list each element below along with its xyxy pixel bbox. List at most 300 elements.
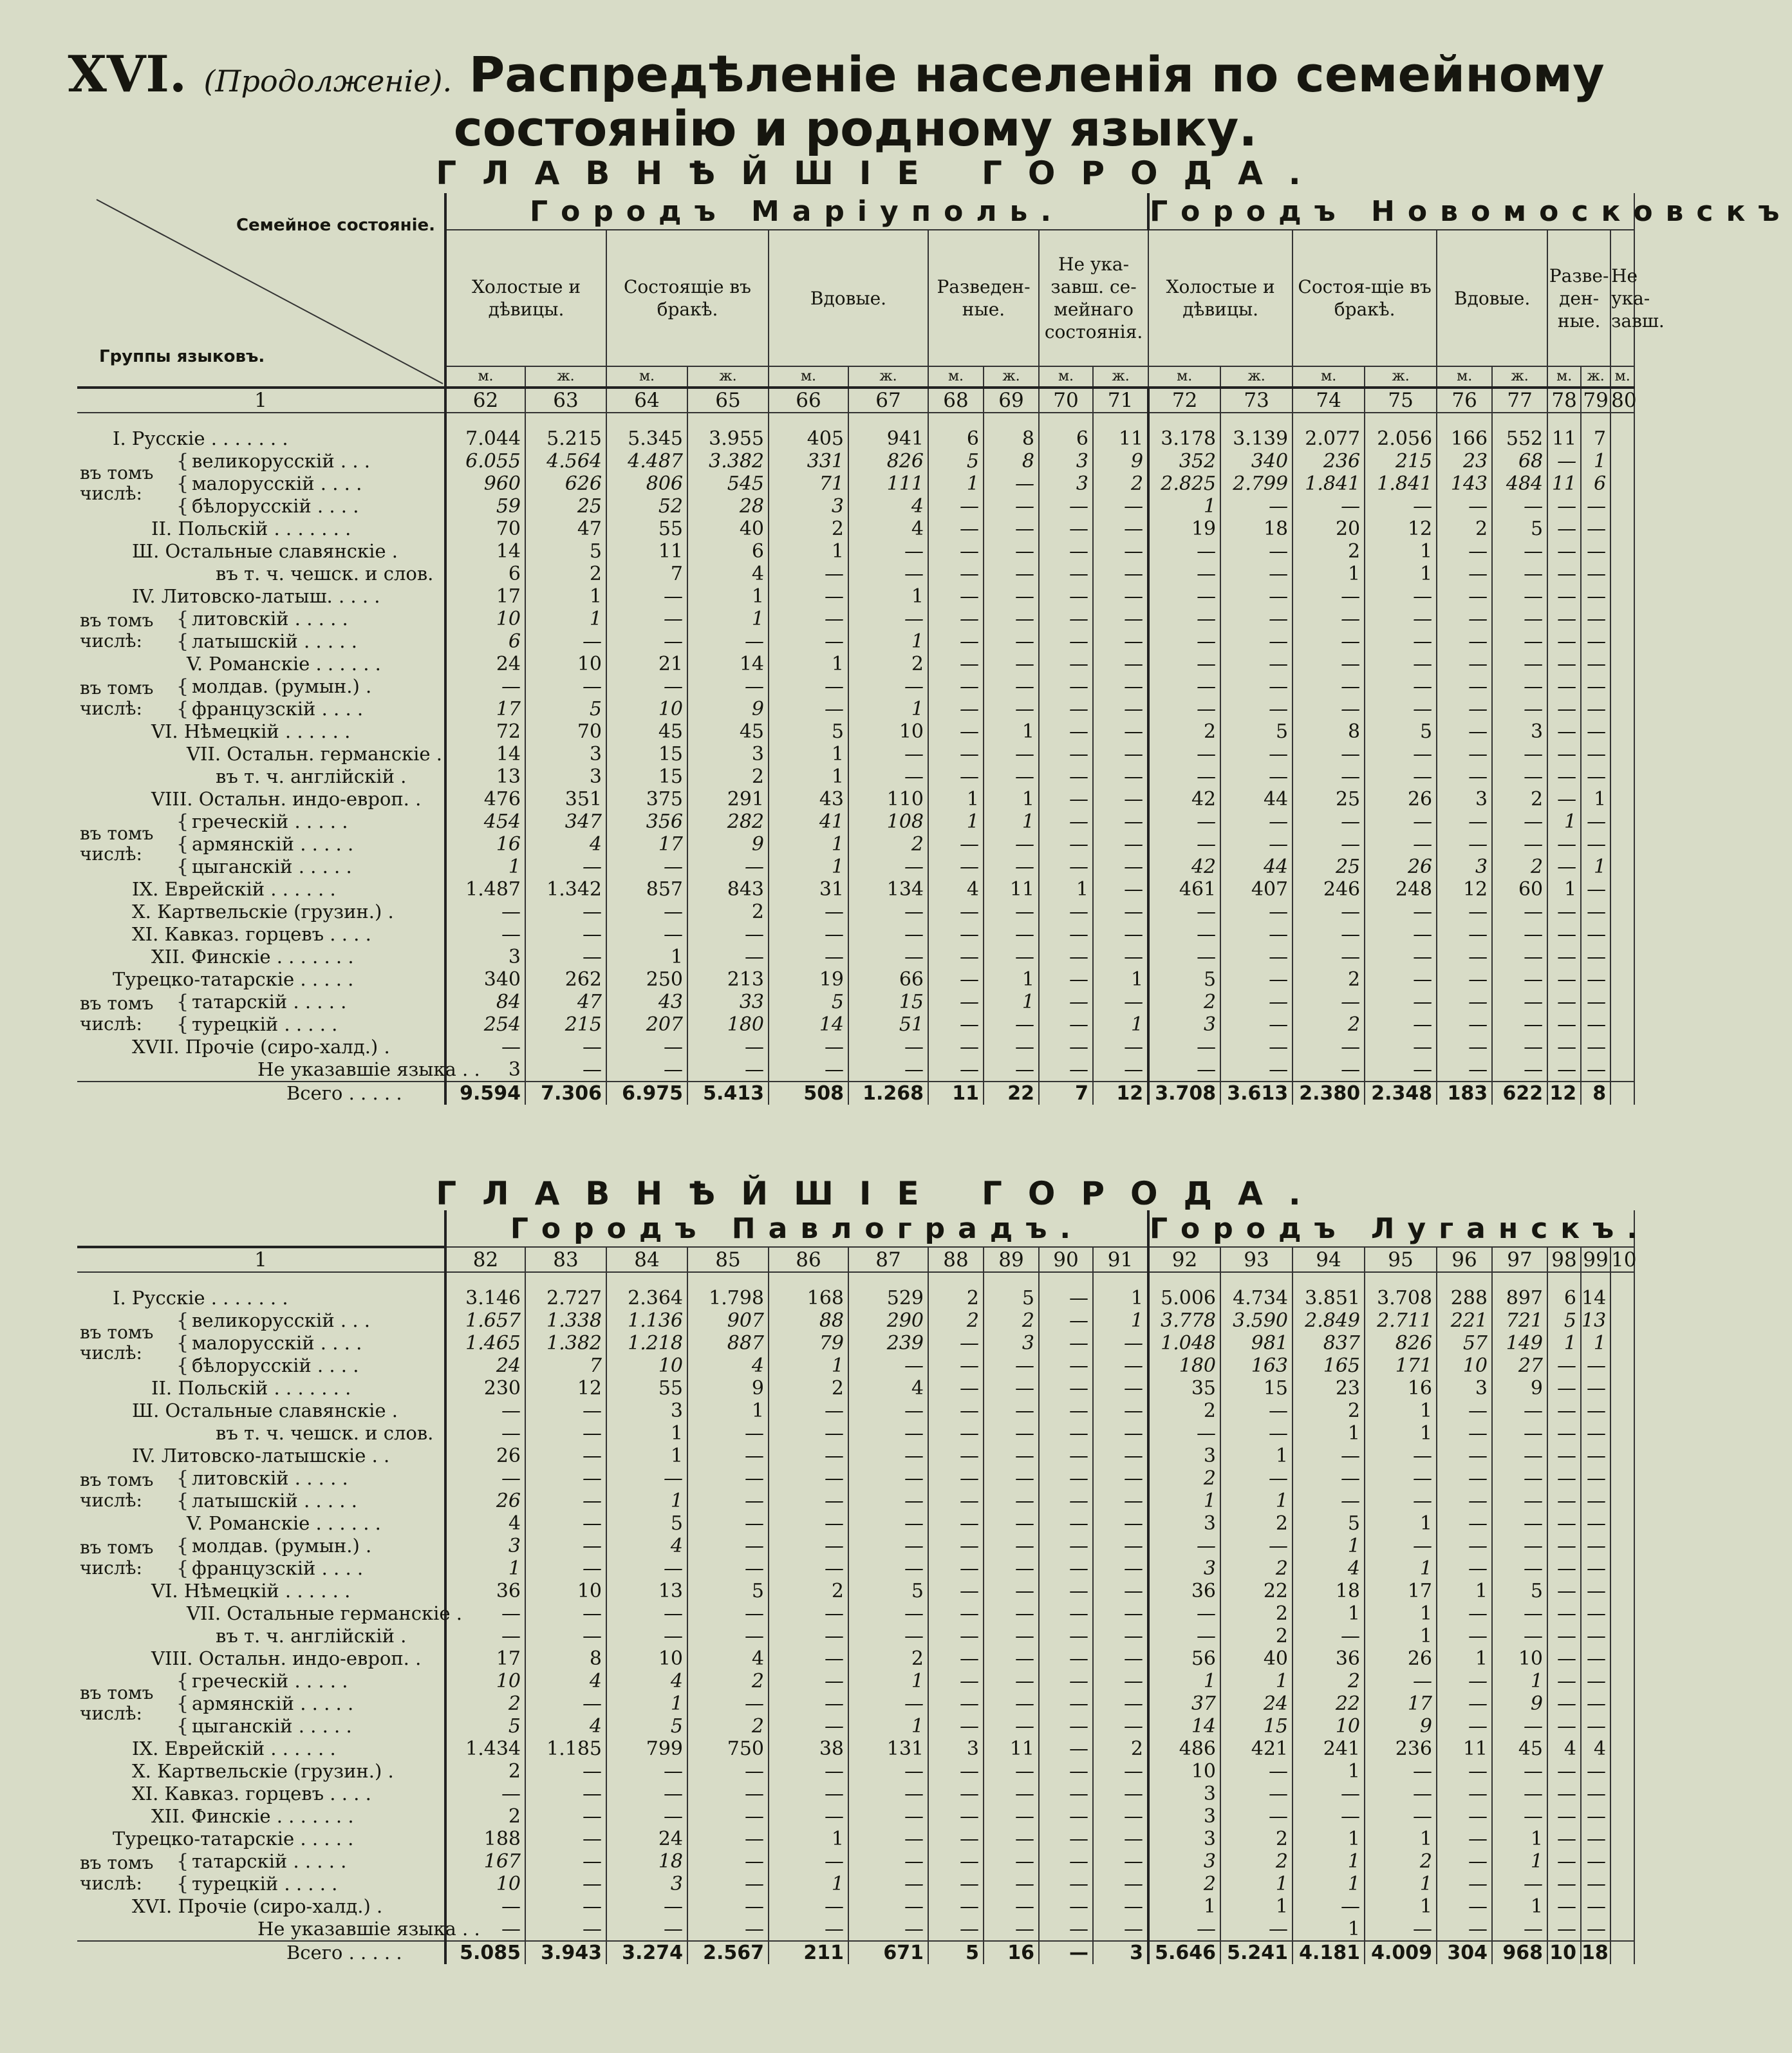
table-cell: — (687, 1850, 769, 1873)
table-cell: — (984, 856, 1039, 878)
table-cell: 1 (1547, 811, 1581, 833)
table-cell: — (1365, 765, 1437, 788)
table-cell: — (1365, 1445, 1437, 1467)
table-cell: — (606, 608, 687, 630)
table-cell: 143 (1437, 473, 1492, 495)
city-name-b: Городъ Луганскъ. (1148, 1210, 1634, 1247)
spacer (445, 413, 525, 427)
table-cell: 2.364 (606, 1287, 687, 1309)
table-cell: 407 (1220, 878, 1293, 901)
table-cell: — (848, 1490, 928, 1512)
table-cell: — (769, 698, 848, 720)
spacer (928, 413, 984, 427)
table-cell: — (984, 1670, 1039, 1692)
spacer (1610, 1272, 1634, 1287)
section-heading-1: ГЛАВНѢЙШІЕ ГОРОДА. (436, 155, 1327, 192)
table-cell: — (1547, 1625, 1581, 1647)
table-cell: — (445, 1918, 525, 1941)
table-cell: — (1581, 1058, 1610, 1082)
table-cell: 23 (1293, 1377, 1365, 1400)
table-cell: 33 (687, 991, 769, 1013)
table-cell: — (1039, 1805, 1093, 1828)
table-cell: 291 (687, 788, 769, 811)
table-cell: 1 (525, 585, 606, 608)
table-cell: — (1039, 923, 1093, 946)
category-header: Вдовые. (769, 230, 928, 366)
table-cell: 2 (687, 901, 769, 923)
table-cell: 3.778 (1148, 1309, 1220, 1332)
table-cell: — (1220, 923, 1293, 946)
table-cell: — (606, 675, 687, 698)
table-cell: 26 (445, 1445, 525, 1467)
table-cell: — (1093, 1805, 1148, 1828)
table-cell: — (525, 1058, 606, 1082)
table-cell: 2 (1365, 1850, 1437, 1873)
spacer (525, 413, 606, 427)
table-cell: — (928, 1625, 984, 1647)
table-cell: — (1093, 630, 1148, 653)
column-number: 97 (1492, 1247, 1547, 1272)
table-cell: — (848, 923, 928, 946)
table-cell: — (1581, 563, 1610, 585)
row-label-text: XII. Финскіе . . . . . . . (151, 946, 354, 968)
table-cell: — (687, 675, 769, 698)
table-cell: — (928, 720, 984, 743)
row-label-text: въ т. ч. англійскій . (216, 765, 407, 787)
table-cell: — (525, 675, 606, 698)
row-label (77, 968, 445, 991)
spacer (606, 413, 687, 427)
table-cell: — (984, 1692, 1039, 1715)
table-cell: 1 (1293, 1828, 1365, 1850)
spacer (1492, 413, 1547, 427)
table-cell: 2 (1148, 991, 1220, 1013)
table-cell: — (525, 946, 606, 968)
table-cell: — (606, 1625, 687, 1647)
table-cell: — (984, 946, 1039, 968)
table-cell: 1 (1365, 1422, 1437, 1445)
table-cell: — (1437, 1512, 1492, 1535)
table-cell: 1.465 (445, 1332, 525, 1355)
table-cell: — (1547, 1918, 1581, 1941)
table-cell: — (769, 608, 848, 630)
table-cell: 1 (1581, 1332, 1610, 1355)
table-cell: 5 (1365, 720, 1437, 743)
table-cell: — (1148, 1625, 1220, 1647)
row-label (77, 1580, 445, 1602)
table-cell: 4 (848, 495, 928, 518)
table-cell: 2 (445, 1692, 525, 1715)
table-cell: — (848, 1058, 928, 1082)
table-cell: 1.185 (525, 1738, 606, 1760)
spacer (445, 1272, 525, 1287)
row-label (77, 1625, 445, 1647)
table-cell: 236 (1293, 450, 1365, 473)
column-number: 10 (1611, 1248, 1637, 1271)
table-cell: — (769, 675, 848, 698)
table-cell: — (928, 1647, 984, 1670)
table-cell: 248 (1365, 878, 1437, 901)
brace-glyph: { (176, 1535, 189, 1557)
table-cell: — (1581, 923, 1610, 946)
table-cell: — (769, 563, 848, 585)
table-cell (1610, 878, 1634, 901)
table-cell: 1 (1220, 1895, 1293, 1918)
table-cell: 3 (1492, 720, 1547, 743)
table-cell: — (928, 1692, 984, 1715)
table-cell: — (848, 1760, 928, 1783)
table-cell: 5 (928, 1941, 984, 1964)
table-cell: — (1039, 1036, 1093, 1058)
table-cell: 1 (1093, 1013, 1148, 1036)
table-cell: 626 (525, 473, 606, 495)
table-cell: 1 (1365, 1557, 1437, 1580)
table-cell: — (445, 1400, 525, 1422)
table-cell (1610, 743, 1634, 765)
table-cell: — (1581, 878, 1610, 901)
table-cell: 36 (1293, 1647, 1365, 1670)
table-cell: — (928, 1058, 984, 1082)
table-cell: 254 (445, 1013, 525, 1036)
spacer (1293, 1272, 1365, 1287)
table-cell: 2 (1293, 1400, 1365, 1422)
table-cell: 3 (1148, 1850, 1220, 1873)
table-cell: 9 (1492, 1377, 1547, 1400)
table-cell: — (1437, 1422, 1492, 1445)
table-cell: 4 (1581, 1738, 1610, 1760)
table-cell (1610, 1760, 1634, 1783)
table-row (77, 1557, 1634, 1580)
table-cell: 10 (1437, 1355, 1492, 1377)
spacer (1437, 413, 1492, 427)
table-cell: — (1039, 1873, 1093, 1895)
category-header: Холостые и дѣвицы. (1148, 230, 1293, 366)
table-cell: — (984, 653, 1039, 675)
table-cell: 1 (606, 1692, 687, 1715)
table-cell: 3 (1148, 1013, 1220, 1036)
table-cell: — (1437, 991, 1492, 1013)
row-label-text: I. Русскіе . . . . . . . (113, 427, 288, 449)
table-cell: — (1220, 1467, 1293, 1490)
table-cell: — (1437, 1873, 1492, 1895)
table-cell: — (769, 1647, 848, 1670)
table-cell: — (848, 1625, 928, 1647)
table-cell: — (1365, 946, 1437, 968)
table-cell: 11 (984, 878, 1039, 901)
table-row (77, 1850, 1634, 1873)
table-cell: — (848, 1873, 928, 1895)
table-cell: — (1039, 765, 1093, 788)
table-row (77, 946, 1634, 968)
table-cell: — (928, 1715, 984, 1738)
table-cell: 2 (1492, 788, 1547, 811)
table-cell: 6 (445, 563, 525, 585)
table-cell: 5.006 (1148, 1287, 1220, 1309)
row-label (77, 1557, 445, 1580)
row-label-text: малорусскій . . . . (192, 473, 362, 494)
table-cell (1610, 495, 1634, 518)
table-cell: 843 (687, 878, 769, 901)
table-cell: 1 (1547, 1332, 1581, 1355)
table-cell: — (1547, 720, 1581, 743)
group-word-2: числѣ: (80, 1013, 142, 1035)
table-cell: 331 (769, 450, 848, 473)
column-number: 63 (525, 388, 606, 413)
table-cell: 968 (1492, 1941, 1547, 1964)
table-cell: — (1581, 518, 1610, 540)
table-row (77, 1715, 1634, 1738)
row-label-text: цыганскій . . . . . (192, 856, 352, 877)
table-cell: 16 (445, 833, 525, 856)
table-cell: 1 (1293, 1850, 1365, 1873)
city-name-b: Городъ Новомосковскъ (1148, 193, 1634, 230)
table-cell (1610, 1850, 1634, 1873)
table-cell: 3.851 (1293, 1287, 1365, 1309)
column-number: 95 (1365, 1247, 1437, 1272)
table-cell: — (606, 585, 687, 608)
table-cell: — (984, 765, 1039, 788)
table-cell: — (928, 675, 984, 698)
table-cell: — (1547, 1467, 1581, 1490)
table-cell: — (1093, 833, 1148, 856)
table-cell: — (1220, 1783, 1293, 1805)
table-cell: 2 (445, 1760, 525, 1783)
table-cell: 3 (525, 743, 606, 765)
row-label-text: I. Русскіе . . . . . . . (113, 1287, 288, 1309)
table-cell: 22 (984, 1082, 1039, 1105)
table-cell: — (769, 1445, 848, 1467)
table-cell: 2.711 (1365, 1309, 1437, 1332)
table-cell: — (1293, 743, 1365, 765)
category-header: Не ука-завш. (1610, 230, 1634, 366)
table-cell: 4 (445, 1512, 525, 1535)
table-cell: — (928, 1805, 984, 1828)
table-cell: — (1581, 1692, 1610, 1715)
table-cell: — (1093, 1670, 1148, 1692)
table-cell: 1 (848, 698, 928, 720)
sex-subheader: м. (769, 366, 848, 388)
table-cell: — (848, 1557, 928, 1580)
table-cell: 5 (445, 1715, 525, 1738)
table-row (77, 1670, 1634, 1692)
table-cell: — (1437, 630, 1492, 653)
table-cell: — (1039, 1692, 1093, 1715)
table-cell: — (848, 608, 928, 630)
column-number: 80 (1611, 389, 1637, 412)
table-cell (1610, 1013, 1634, 1036)
table-cell: — (1581, 495, 1610, 518)
table-cell: 10 (525, 1580, 606, 1602)
table-cell: 981 (1220, 1332, 1293, 1355)
table-cell: 3 (445, 1535, 525, 1557)
table-cell: — (1492, 585, 1547, 608)
table-cell: 3 (445, 1058, 525, 1082)
table-cell: 44 (1220, 856, 1293, 878)
table-cell: — (1492, 563, 1547, 585)
table-row (77, 1422, 1634, 1445)
row-label-text: XII. Финскіе . . . . . . . (151, 1805, 354, 1827)
table-cell: 17 (445, 1647, 525, 1670)
table-cell: — (984, 540, 1039, 563)
sex-subheader: м. (928, 366, 984, 388)
table-cell (1610, 1670, 1634, 1692)
row-label (77, 1512, 445, 1535)
table-cell: 1.048 (1148, 1332, 1220, 1355)
table-cell: — (928, 1760, 984, 1783)
table-cell: — (1365, 1918, 1437, 1941)
table-cell: — (928, 991, 984, 1013)
table-cell: — (1039, 1309, 1093, 1332)
table-cell: — (928, 1512, 984, 1535)
table-cell: — (848, 563, 928, 585)
table-cell: — (1039, 1490, 1093, 1512)
table-cell: 41 (769, 811, 848, 833)
table-cell: 3 (769, 495, 848, 518)
row-label-text: въ т. ч. чешск. и слов. (216, 1422, 434, 1444)
table-cell (1610, 473, 1634, 495)
table-cell: — (1547, 518, 1581, 540)
sex-subheader: м. (1547, 366, 1581, 388)
table-cell: — (1365, 1036, 1437, 1058)
table-cell: — (1547, 991, 1581, 1013)
spacer (606, 1272, 687, 1287)
table-cell: — (687, 946, 769, 968)
table-cell: — (1365, 585, 1437, 608)
table-cell: 1 (984, 788, 1039, 811)
table-cell: — (928, 1918, 984, 1941)
table-cell: — (1293, 630, 1365, 653)
table-cell: — (687, 1512, 769, 1535)
table-cell: 1 (848, 1715, 928, 1738)
table-row (77, 1580, 1634, 1602)
table-cell: — (1220, 698, 1293, 720)
table-cell: — (1547, 968, 1581, 991)
table-cell: — (769, 1715, 848, 1738)
table-cell: 288 (1437, 1287, 1492, 1309)
table-cell: — (1492, 1490, 1547, 1512)
table-cell: 1.218 (606, 1332, 687, 1355)
table-cell: 5 (1148, 968, 1220, 991)
table-cell: — (1437, 1850, 1492, 1873)
table-row (77, 901, 1634, 923)
row-label (77, 1400, 445, 1422)
table-row (77, 1783, 1634, 1805)
table-cell: — (445, 1422, 525, 1445)
table-cell: — (1547, 1422, 1581, 1445)
table-cell: — (1220, 495, 1293, 518)
table-cell: — (984, 1490, 1039, 1512)
table-cell: 1.841 (1293, 473, 1365, 495)
table-cell: — (1365, 743, 1437, 765)
table-cell: — (1039, 563, 1093, 585)
table-cell: 166 (1437, 427, 1492, 450)
table-cell: — (984, 608, 1039, 630)
table-cell: — (984, 1647, 1039, 1670)
table-cell: — (1365, 901, 1437, 923)
table-cell: — (1039, 1013, 1093, 1036)
table-cell: — (1093, 1580, 1148, 1602)
table-cell (1610, 720, 1634, 743)
table-cell: — (525, 1873, 606, 1895)
table-cell: 5.646 (1148, 1941, 1220, 1964)
table-cell (1610, 427, 1634, 450)
table-cell: — (525, 1535, 606, 1557)
row-label (77, 1332, 445, 1355)
table-cell: — (1437, 698, 1492, 720)
table-cell: — (928, 698, 984, 720)
table-cell: — (984, 1805, 1039, 1828)
table-cell: — (1547, 1850, 1581, 1873)
table-cell: — (1093, 1760, 1148, 1783)
table-cell: — (984, 1058, 1039, 1082)
table-cell: — (769, 1895, 848, 1918)
table-cell: — (1547, 1512, 1581, 1535)
table-cell: — (1148, 765, 1220, 788)
sex-subheader: м. (1610, 366, 1634, 388)
table-cell: — (1547, 563, 1581, 585)
table-cell (1610, 901, 1634, 923)
table-cell: — (1492, 1058, 1547, 1082)
table-cell: 44 (1220, 788, 1293, 811)
table-cell (1610, 1355, 1634, 1377)
row-label-text: Всего . . . . . (286, 1942, 402, 1964)
table-cell: — (984, 1467, 1039, 1490)
table-cell: — (687, 1602, 769, 1625)
row-label (77, 1873, 445, 1895)
table-cell: 2 (1220, 1602, 1293, 1625)
brace-glyph: { (176, 608, 189, 630)
table-cell: — (1492, 1760, 1547, 1783)
table-cell: 14 (445, 743, 525, 765)
table-cell: — (1093, 720, 1148, 743)
table-cell: 6 (928, 427, 984, 450)
table-cell: 47 (525, 991, 606, 1013)
table-cell: 246 (1293, 878, 1365, 901)
row-label (77, 1783, 445, 1805)
row-label (77, 1760, 445, 1783)
row-label (77, 901, 445, 923)
table-cell: 1 (1148, 1895, 1220, 1918)
table-cell: 12 (1093, 1082, 1148, 1105)
table-cell: 1 (1581, 450, 1610, 473)
table-cell: — (1365, 1467, 1437, 1490)
column-number: 62 (445, 388, 525, 413)
table-cell: 907 (687, 1309, 769, 1332)
table-cell: — (1220, 1058, 1293, 1082)
spacer (687, 413, 769, 427)
table-row (77, 1625, 1634, 1647)
table-cell: — (1293, 833, 1365, 856)
table-cell: 55 (606, 1377, 687, 1400)
table-cell: 5 (606, 1512, 687, 1535)
table-cell: — (606, 1467, 687, 1490)
table-cell: — (984, 1918, 1039, 1941)
table-cell: 3.590 (1220, 1309, 1293, 1332)
table-row (77, 1738, 1634, 1760)
group-word-2: числѣ: (80, 1873, 142, 1894)
row-label (77, 923, 445, 946)
table-cell: 1 (1547, 878, 1581, 901)
table-cell: — (769, 1805, 848, 1828)
table-cell: — (1220, 1400, 1293, 1422)
table-cell: 5.085 (445, 1941, 525, 1964)
table-cell: 1.657 (445, 1309, 525, 1332)
table-cell: 3.943 (525, 1941, 606, 1964)
table-cell: — (1293, 1467, 1365, 1490)
table-cell: 1 (687, 1400, 769, 1422)
table-cell: 15 (1220, 1715, 1293, 1738)
table-cell: 8 (1293, 720, 1365, 743)
